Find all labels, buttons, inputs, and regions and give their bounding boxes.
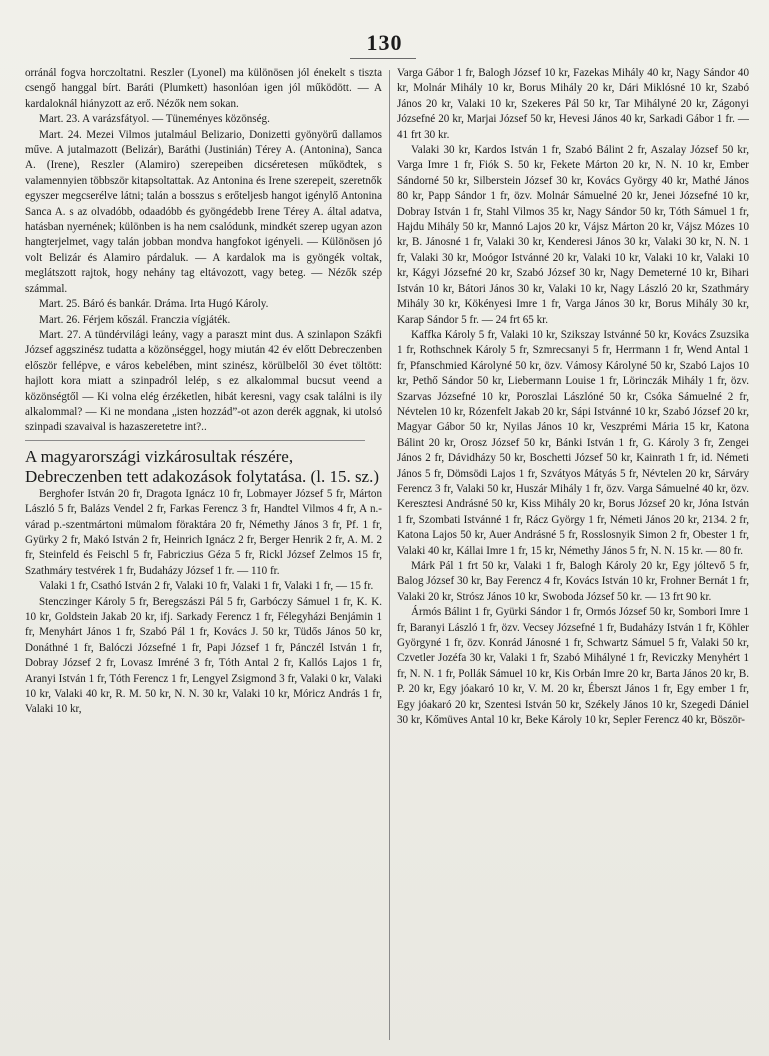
- donation-list-paragraph: Stenczinger Károly 5 fr, Beregszászi Pál 5 fr, Garbóczy Sámuel 1 fr, K. K. 10 kr, Goldstein Jakab 20 kr, ifj. Sarkady Ferencz 1 fr, Félegyházi Benjámin 1 fr, Menyhárt János 1 fr, Szabó Pál 1 fr, Kovács J. 50 kr, Tüdős János 50 kr, Donáthné 1 fr, Balóczi Józsefné 1 fr, Papi József 1 fr, Pánczél István 1 fr, Dobray József 2 fr, Lovasz Imréné 3 fr, Tóth Antal 2 fr, Kallós Lajos 1 fr, Aranyi István 1 fr, Tóth Ferencz 1 fr, Lengyel Zsigmond 3 fr, Valaki 0 kr, Valaki 10 kr, Valaki 40 kr, R. M. 50 kr, N. N. 30 kr, Valaki 10 kr, Móricz András 1 fr, Valaki 10 kr,: [25, 595, 382, 716]
- donation-list-paragraph: Ármós Bálint 1 fr, Gyürki Sándor 1 fr, Ormós József 50 kr, Sombori Imre 1 fr, Baranyi László 1 fr, özv. Vecsey Józsefné 1 fr, Budaházy István 1 fr, Köhler Györgyné 1 fr, özv. Konrád Jánosné 1 fr, Schwartz Sámuel 5 fr, Valaki 50 kr, Czvetler Jozéfa 30 kr, Valaki 1 fr, Szabó Mihályné 1 fr, Reviczky Menyhért 1 fr, N. N. 1 fr, Pollák Sámuel 10 kr, Kis Orbán Imre 20 kr, Barta János 20 kr, B. P. 20 kr, Egy jóakaró 10 kr, V. M. 20 kr, Éberszt János 1 fr, Egy ember 1 fr, Egy jóakaró 20 kr, Szentesi István 50 kr, Székely János 10 kr, Szegedi Dániel 30 kr, Kőmüves Antal 10 kr, Beke Károly 10 kr, Sepler Ferencz 40 kr, Böször-: [397, 606, 749, 727]
- theatre-entry-mar-26: Mart. 26. Férjem kőszál. Franczia vígjáték.: [39, 313, 231, 326]
- theatre-entry-mar-24: Mart. 24. Mezei Vilmos jutalmául Belizario, Donizetti gyönyörű dallamos műve. A jutalmazott (Belizár), Baráthi (Justinián) Térey A. (Antonina), Sanca A. (Irene), Reszler (Alamiro) szerepeiben dicséretesen működtek, s valamennyien többször kitapsoltattak. Az Antonina és Irene szerepeit, szeretnők egyszer megcserélve látni; talán a bosszus s erőteljesb hangot igénylő Antonina Sanca A. s az olvadóbb, odaadóbb és gyöngédebb Irene Térey A. által adatva, hatásban nyernének; különben is ha nem csalódunk, mindkét szerep ugyan azon hangterjelmet, vagy talán jobban mondva hangfokot igényeli. — Különösen jó volt Belizár és Alamiro párdaluk. — A kardalok ma is gyöngék voltak, meglátszott rajtok, hogy nehány tag eltávozott, vagy beteg. — Nézők szép számmal.: [25, 128, 382, 295]
- right-column: [397, 66, 749, 1046]
- theatre-entry-mar-23: Mart. 23. A varázsfátyol. — Tüneményes közönség.: [39, 113, 270, 126]
- theatre-review-paragraph: orránál fogva horczoltatni. Reszler (Lyonel) ma különösen jól énekelt s tiszta csengő hanggal bírt. Baráti (Plumkett) hasonlóan igen jól működött. — A kardaloknál hiányzott az erő. Nézők nem sokan.: [25, 67, 382, 110]
- donation-list-paragraph: Valaki 30 kr, Kardos István 1 fr, Szabó Bálint 2 fr, Aszalay József 50 kr, Varga Imre 1 fr, Fiók S. 50 kr, Fekete Márton 20 kr, N. N. 10 kr, Ember Sándorné 50 kr, Silberstein József 30 kr, Kovács György 40 kr, Mathé János 80 kr, Papp Sándor 1 fr, özv. Molnár Sámuelné 20 kr, Jenei Józsefné 10 kr, Dobray István 1 fr, Stahl Vilmos 35 kr, Nagy Sándor 50 kr, Tóth Sámuel 1 fr, Hajdu Mihály 50 kr, Mannó Lajos 20 kr, Vájsz Márton 20 kr, Vájsz Mózes 10 kr, B. Jánosné 1 fr, Valaki 30 kr, Kenderesi János 30 kr, Valaki 30 kr, N. N. 1 fr, Valaki 30 kr, Moógor Istvánné 20 kr, Valaki 10 kr, Valaki 10 kr, Valaki 10 kr, Kágyi Józsefné 20 kr, Szabó József 30 kr, Nagy Demeterné 10 kr, Bihari István 10 kr, Bátori János 30 kr, Valaki 10 kr, Nagy László 20 kr, Szathmáry Mihály 30 kr, Kökényesi Imre 1 fr, Varga János 30 kr, Borus Mihály 30 kr, Karap Sándor 5 fr. — 24 frt 65 kr.: [397, 144, 749, 326]
- donation-list-paragraph: Valaki 1 fr, Csathó István 2 fr, Valaki 10 fr, Valaki 1 fr, Valaki 1 fr, — 15 fr.: [39, 580, 374, 593]
- column-divider: [389, 70, 390, 1040]
- page-number: 130: [366, 30, 403, 55]
- donation-list-paragraph: Kaffka Károly 5 fr, Valaki 10 kr, Szikszay Istvánné 50 kr, Kovács Zsuzsika 1 fr, Rothschnek Károly 5 fr, Szmrecsanyi 5 fr, Herrmann 1 fr, Wend Antal 1 fr, Pfanschmied Károlyné 50 kr, özv. Vámosy Károlyné 50 kr, Szabó Lajos 10 kr, Pethő Sándor 50 kr, Liebermann Louise 1 fr, Lörinczák Mihály 1 fr, özv. Szarvas Józsefné 10 kr, Poroszlai Lászlóné 50 kr, Csóka Sámuelné 2 fr, Névtelen 10 kr, Rózenfelt Jakab 20 kr, Sápi Istvánné 10 kr, Szabó József 20 kr, Magyar Gábor 50 kr, Nyilas János 10 kr, Veszprémi Mária 15 kr, Katona Bálint 20 kr, Orosz József 50 kr, Bánki István 1 fr, G. Károly 3 fr, Zengei János 2 fr, Dávidházy 50 kr, Boschetti József 50 kr, Kainrath 1 fr, id. Németi János 5 fr, Dömsödi Lajos 1 fr, Szvátyos Mátyás 5 fr, Névtelen 20 kr, Sárváry Ferencz 3 fr, Valaki 50 kr, Huszár Mihály 1 fr, özv. Varga Sámuelné 40 kr, özv. Keresztesi Andrásné 50 kr, Kiss Mihály 20 kr, Borus József 20 kr, Jóna István 1 fr, Szombati Istvánné 1 fr, Rácz György 1 fr, Németi János 20 kr, 2134. 2 fr, Katona Lajos 50 kr, Auer Andrásné 5 fr, Rosslosnyik Simon 2 fr, Obester 1 fr, Valaki 40 kr, Kállai Imre 1 fr, 15 kr, Némethy János 5 fr, N. N. 15 kr. — 80 fr.: [397, 328, 749, 557]
- donations-heading: A magyarországi vizkárosultak részére, Debreczenben tett adakozások folytatása. (l. 15. sz.): [25, 446, 380, 486]
- donation-list-paragraph: Berghofer István 20 fr, Dragota Ignácz 10 fr, Lobmayer József 5 fr, Márton László 5 fr, Balázs Vendel 2 fr, Farkas Ferencz 3 fr, Handtel Vilmos 4 fr, A n.-várad p.-szentmártoni mümalom föraktára 20 fr, Némethy János 3 fr, Pf. 1 fr, Gyürky 2 fr, Makó István 2 fr, Heinrich Ignácz 2 fr, Berger Henrik 2 fr, A. M. 2 fr, Steinfeld és Feischl 5 fr, Fabriczius Géza 5 fr, Rickl József Zelmos 15 fr, Szathmáry testvérek 1 fr, Budaházy József 1 fr. — 110 fr.: [25, 487, 382, 577]
- donation-list-paragraph: Varga Gábor 1 fr, Balogh József 10 kr, Fazekas Mihály 40 kr, Nagy Sándor 40 kr, Molnár Mihály 10 kr, Borus Mihály 20 kr, Dári Miklósné 10 kr, Szabó János 20 kr, Valaki 10 kr, Szekeres Pál 50 kr, Tar Mihályné 20 kr, Zágonyi Józsefné 20 kr, Marjai József 50 kr, Hevesi János 40 kr, Sarkadi Gábor 1 fr. — 41 frt 30 kr.: [397, 67, 749, 141]
- theatre-entry-mar-27: Mart. 27. A tündérvilági leány, vagy a paraszt mint dus. A szinlapon Szákfi József aggszinész tudatta a közönséggel, hogy miután 42 év előtt Debreczenben először fellépve, e város kebelében, mint szinész, körülbelől 30 évet töltött: hajlott kora miatt a szinpadról lelép, s ez alkalommal bucsut veend a közönségtől — Ki volna elég érzéketlen, hibát keresni, vagy csak találni is ily alkalommal? — Ki ne mondana „isten hozzád”-ot azon derék aggnak, ki utolsó szinpadi szavaival is hazaszeretetre int?..: [25, 328, 382, 434]
- section-divider: [25, 440, 365, 441]
- donation-list-paragraph: Márk Pál 1 frt 50 kr, Valaki 1 fr, Balogh Károly 20 kr, Egy jóltevő 5 fr, Balog József 30 kr, Bay Ferencz 4 fr, Kovács István 10 kr, Frohner Bernát 1 fr, Valaki 20 kr, Strósz János 10 kr, Swoboda József 50 kr. — 13 frt 90 kr.: [397, 560, 749, 603]
- page-number-rule: [350, 58, 416, 59]
- theatre-entry-mar-25: Mart. 25. Báró és bankár. Dráma. Irta Hugó Károly.: [39, 298, 269, 311]
- left-column: [25, 66, 382, 1046]
